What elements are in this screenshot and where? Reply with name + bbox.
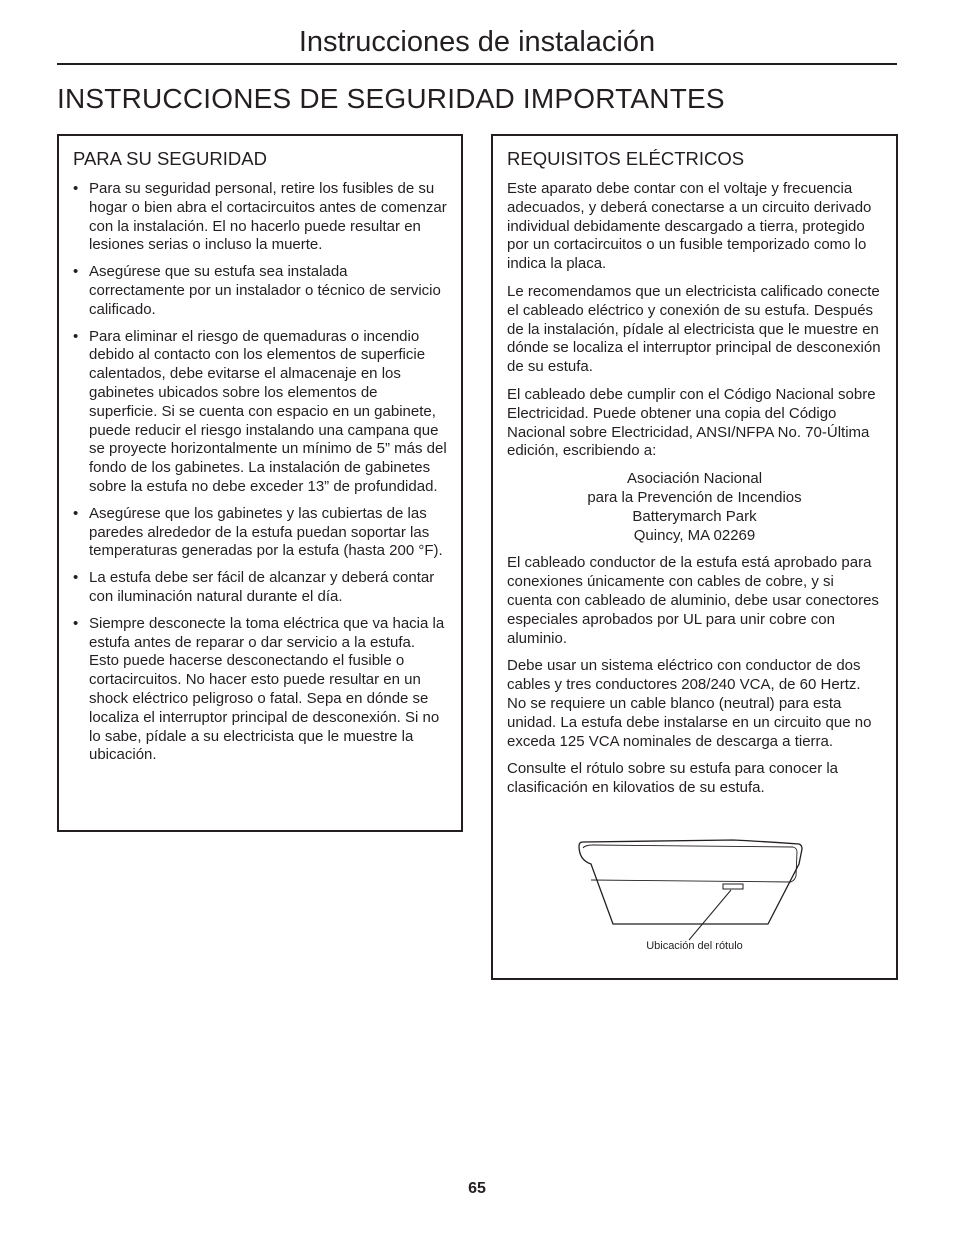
- safety-heading: PARA SU SEGURIDAD: [73, 148, 267, 169]
- paragraph: Consulte el rótulo sobre su estufa para conocer la clasificación en kilovatios de su estufa.: [507, 760, 839, 797]
- main-heading: INSTRUCCIONES DE SEGURIDAD IMPORTANTES: [57, 83, 725, 114]
- list-item: [73, 615, 447, 765]
- safety-box: [57, 134, 463, 832]
- list-item: [73, 180, 447, 255]
- paragraph: El cableado conductor de la estufa está aprobado para conexiones únicamente con cables de cobre, y si cuenta con cableado de aluminio, debe usar conectores especiales aprobados por UL para unir cobre con aluminio.: [507, 554, 879, 647]
- paragraph: El cableado debe cumplir con el Código Nacional sobre Electricidad. Puede obtener una copia del Código Nacional sobre Electricidad, ANSI/NFPA No. 70-Última edición, escribiendo a:: [507, 385, 876, 460]
- list-item-text: La estufa debe ser fácil de alcanzar y deberá contar con iluminación natural durante el día.: [89, 569, 435, 605]
- list-item-text: Siempre desconecte la toma eléctrica que va hacia la estufa antes de reparar o dar servicio a la estufa. Esto puede hacerse desconectando el fusible o cortacircuitos. No hacer esto puede resultar en un shock eléctrico peligroso o fatal. Sepa en dónde se localiza el interruptor principal de desconexión. Si no lo sabe, pídale a su electricista que le muestre la ubicación.: [89, 614, 445, 764]
- list-item: [73, 505, 447, 561]
- bullet-icon: •: [73, 569, 79, 587]
- list-item-text: Asegúrese que su estufa sea instalada correctamente por un instalador o técnico de servicio calificado.: [89, 263, 441, 318]
- leader-line: [689, 890, 731, 940]
- paragraph: Le recomendamos que un electricista calificado conecte el cableado eléctrico y conexión de su estufa. Después de la instalación, pídale al electricista que le muestre en dónde se localiza el interruptor principal de desconexión de su estufa.: [507, 282, 881, 376]
- list-item: [73, 569, 447, 607]
- list-item: [73, 263, 447, 319]
- list-item: [73, 328, 447, 497]
- electrical-heading: REQUISITOS ELÉCTRICOS: [507, 148, 745, 169]
- figure-caption: Ubicación del rótulo: [646, 940, 743, 952]
- address-block: [507, 470, 882, 545]
- bullet-icon: •: [73, 614, 79, 632]
- safety-list: [73, 180, 447, 765]
- paragraph: Este aparato debe contar con el voltaje y frecuencia adecuados, y deberá conectarse a un circuito derivado individual debidamente descargado a tierra, protegido por un cortacircuitos o un fusible temporizado como lo indica la placa.: [507, 180, 872, 273]
- list-item-text: Asegúrese que los gabinetes y las cubiertas de las paredes alrededor de la estufa puedan soportar las temperaturas generadas por la estufa (hasta 200 °F).: [89, 504, 443, 560]
- electrical-box: [491, 134, 898, 980]
- rating-label-icon: [723, 884, 743, 889]
- list-item-text: Para eliminar el riesgo de quemaduras o incendio debido al contacto con los elementos de superficie calentados, debe evitarse el almacenaje en los gabinetes ubicados sobre los elementos de superficie. Si se cuenta con espacio en un gabinete, puede reducir el riesgo instalando una campana que se proyecte horizontalmente un mínimo de 5” más del fondo de los gabinetes. La instalación de gabinetes sobre la estufa no debe exceder 13” de profundidad.: [89, 327, 447, 495]
- list-item-text: Para su seguridad personal, retire los fusibles de su hogar o bien abra el cortacircuitos antes de comenzar con la instalación. El no hacerlo puede resultar en lesiones serias o incluso la muerte.: [89, 180, 447, 254]
- page-number: 65: [468, 1180, 486, 1197]
- address-line: Asociación Nacional: [626, 470, 763, 488]
- address-line: para la Prevención de Incendios: [587, 488, 802, 506]
- bullet-icon: •: [73, 504, 79, 522]
- range-inner-outline: [583, 845, 797, 882]
- paragraph: Debe usar un sistema eléctrico con conductor de dos cables y tres conductores 208/240 VCA, de 60 Hertz. No se requiere un cable blanco (neutral) para esta unidad. La estufa debe instalarse en un circuito que no exceda 125 VCA nominales de descarga a tierra.: [507, 657, 872, 750]
- bullet-icon: •: [73, 327, 79, 345]
- bullet-icon: •: [73, 263, 79, 281]
- title-divider: [57, 63, 897, 65]
- bullet-icon: •: [73, 180, 79, 197]
- address-line: Quincy, MA 02269: [633, 526, 756, 544]
- address-line: Batterymarch Park: [632, 507, 757, 525]
- page-title: Instrucciones de instalación: [298, 26, 656, 58]
- range-edge-line: [591, 880, 791, 882]
